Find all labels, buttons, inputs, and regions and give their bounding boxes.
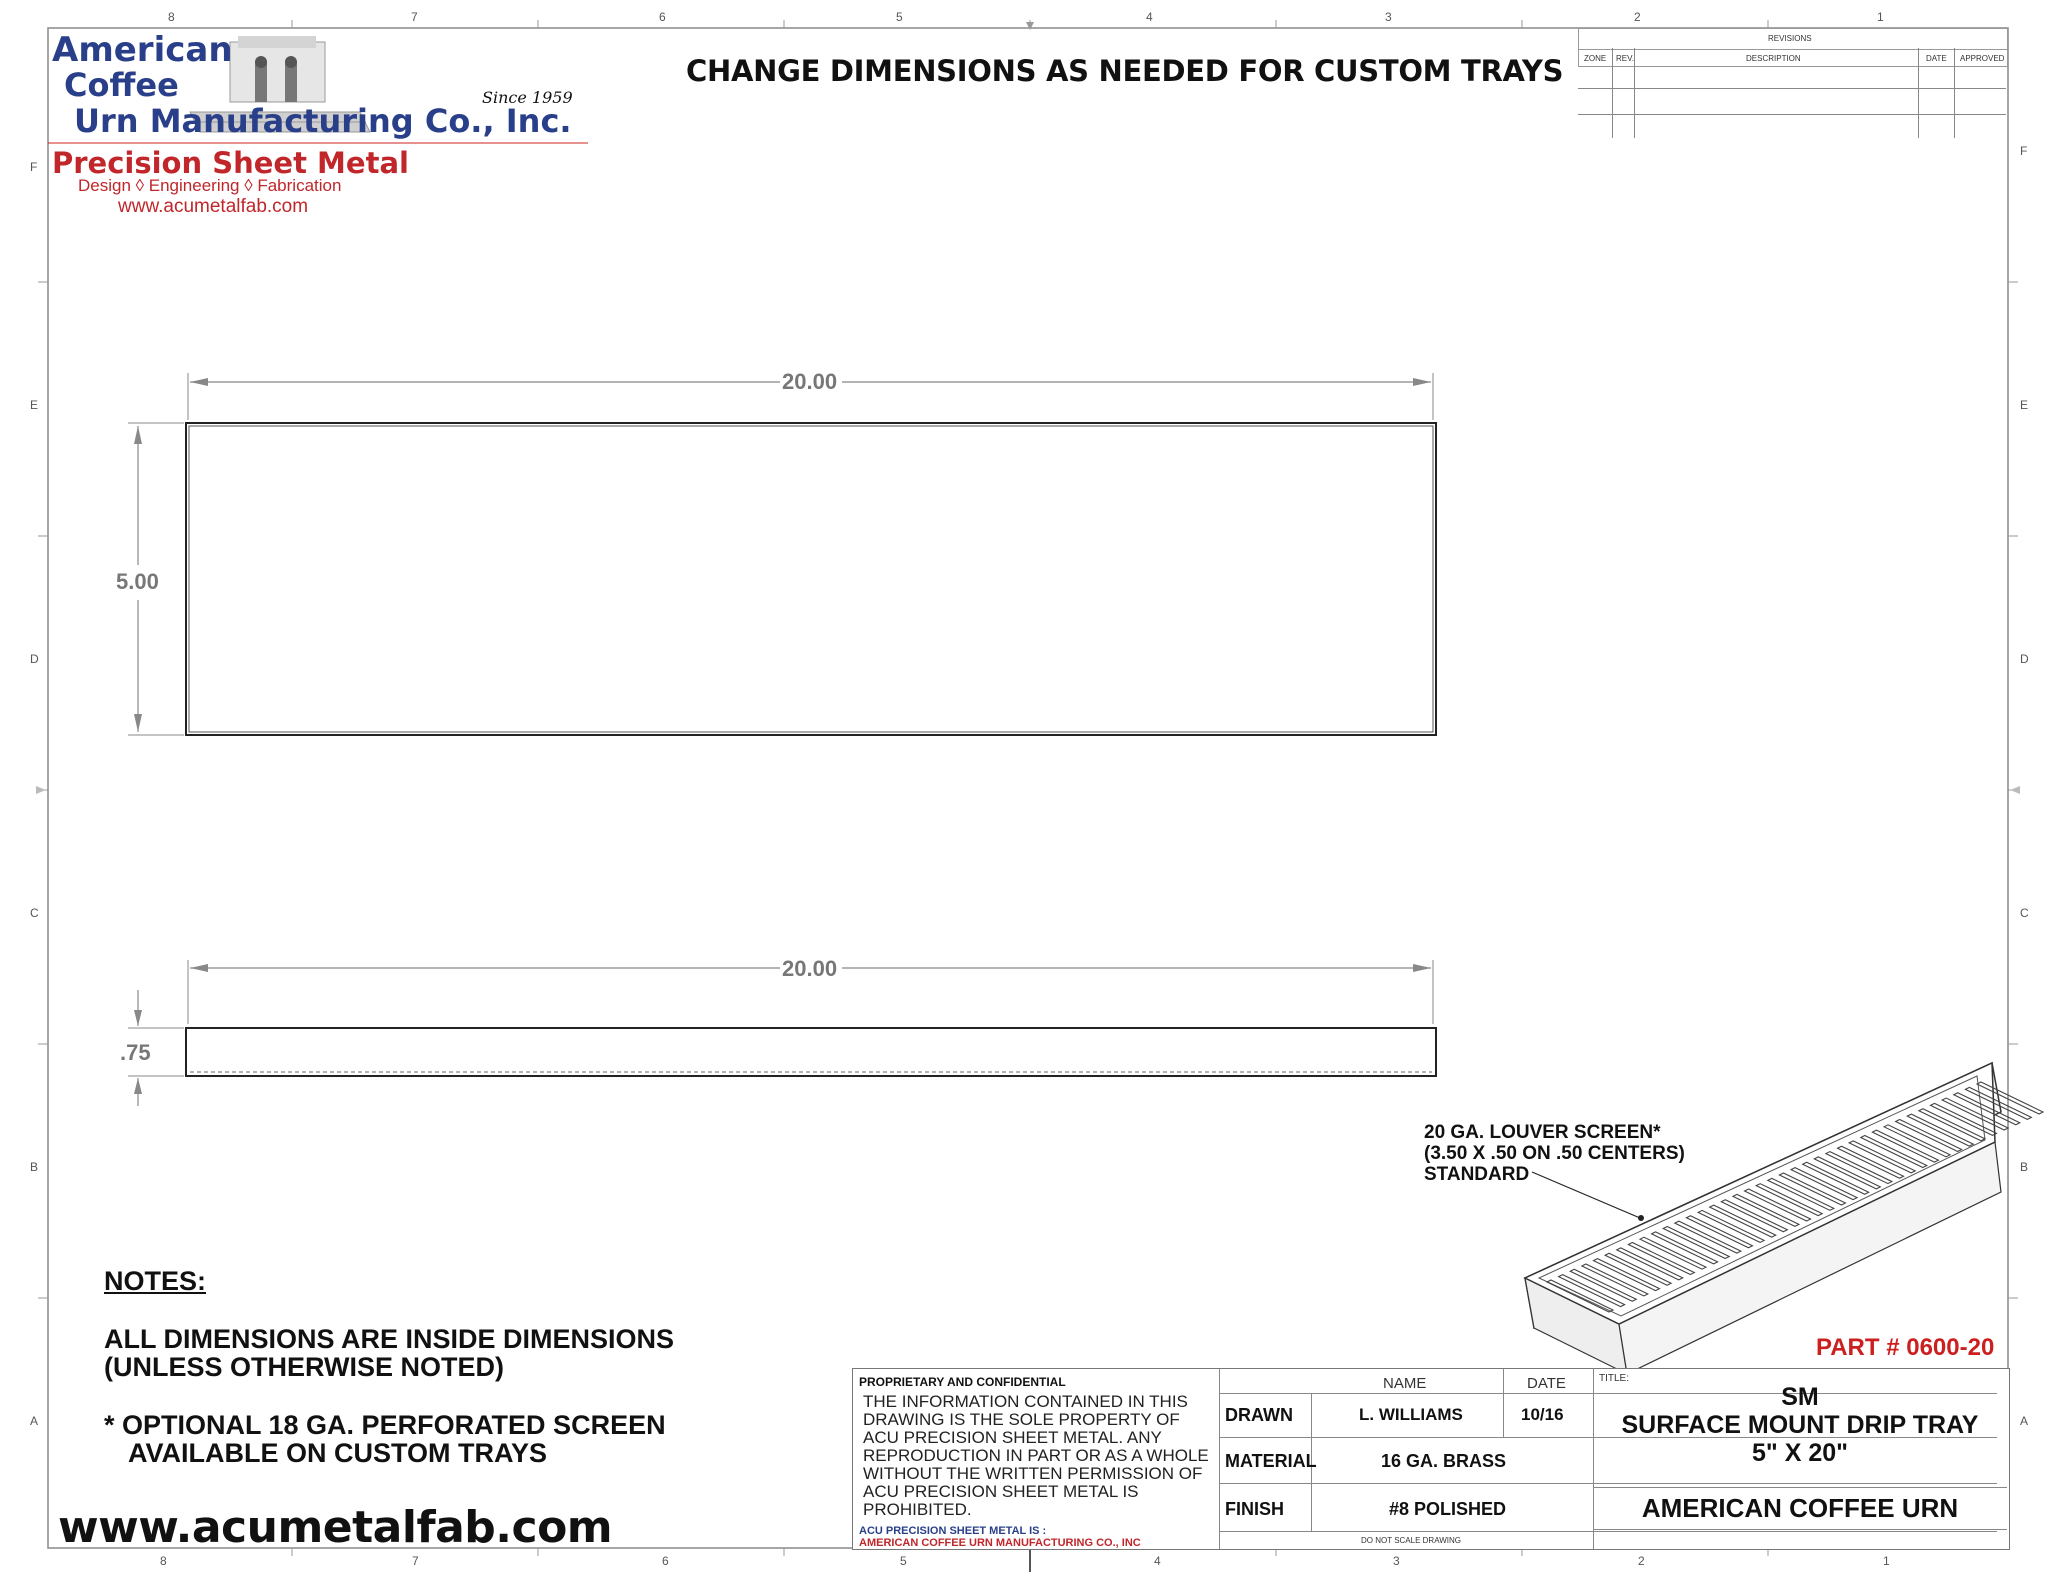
louver-callout [1424,1122,1685,1185]
zone-top-8: 8 [168,10,175,24]
zone-bottom-4: 4 [1154,1554,1161,1568]
callout-line-2: (3.50 X .50 ON .50 CENTERS) [1424,1143,1685,1164]
material-label: MATERIAL [1225,1451,1317,1471]
revisions-col-date: DATE [1926,54,1947,63]
finish-value: #8 POLISHED [1389,1499,1507,1519]
company-name: AMERICAN COFFEE URN [1641,1493,1959,1523]
logo-services: Design ◊ Engineering ◊ Fabrication [78,176,342,195]
zone-left-d: D [30,652,39,666]
zone-top-1: 1 [1877,10,1884,24]
revisions-table [1578,28,2008,138]
zone-top-6: 6 [659,10,666,24]
revisions-col-description: DESCRIPTION [1746,54,1801,63]
zone-right-d: D [2020,652,2029,666]
drawing-title-size: 5" X 20" [1752,1439,1848,1467]
drawn-label: DRAWN [1225,1405,1293,1425]
revisions-col-approved: APPROVED [1960,54,2005,63]
part-number: PART # 0600-20 [1816,1334,1995,1361]
proprietary-text: THE INFORMATION CONTAINED IN THIS DRAWING IS THE SOLE PROPERTY OF ACU PRECISION SHEET METAL. ANY REPRODUCTION IN PART OR AS A WHOLE WITHOUT THE WRITTEN PERMISSION OF ACU PRECISION SHEET METAL IS PROHIBITED. [863,1392,1209,1519]
date-column-header: DATE [1527,1375,1566,1392]
revisions-col-rev: REV. [1616,54,1634,63]
zone-bottom-2: 2 [1638,1554,1645,1568]
logo-line-urn: Urn Manufacturing Co., Inc. [74,102,572,140]
drawing-header-title: CHANGE DIMENSIONS AS NEEDED FOR CUSTOM TRAYS [686,54,1564,88]
acu-statement-1: ACU PRECISION SHEET METAL IS : [859,1525,1047,1537]
zone-bottom-5: 5 [900,1554,907,1568]
website-link[interactable]: www.acumetalfab.com [58,1502,613,1553]
logo-url[interactable]: www.acumetalfab.com [118,196,309,217]
finish-label: FINISH [1225,1499,1285,1519]
notes-heading: NOTES: [104,1266,207,1296]
side-view-outline [186,1028,1436,1076]
drawn-name: L. WILLIAMS [1359,1405,1463,1424]
side-view-height-dim: .75 [120,1040,151,1065]
acu-statement-2: AMERICAN COFFEE URN MANUFACTURING CO., INC [859,1537,1141,1549]
drawing-title-name: SURFACE MOUNT DRIP TRAY [1621,1411,1979,1439]
proprietary-heading: PROPRIETARY AND CONFIDENTIAL [859,1375,1066,1389]
zone-right-a: A [2020,1414,2029,1428]
revisions-col-zone: ZONE [1584,54,1607,63]
zone-bottom-6: 6 [662,1554,669,1568]
zone-left-b: B [30,1160,39,1174]
zone-bottom-8: 8 [160,1554,167,1568]
callout-line-1: 20 GA. LOUVER SCREEN* [1424,1122,1661,1143]
title-label: TITLE: [1599,1373,1630,1384]
drawn-date: 10/16 [1521,1405,1564,1424]
zone-left-f: F [30,160,38,174]
company-logo [52,30,592,230]
zone-top-4: 4 [1146,10,1153,24]
notes-line-2: (UNLESS OTHERWISE NOTED) [104,1352,505,1382]
zone-bottom-3: 3 [1393,1554,1400,1568]
zone-bottom-1: 1 [1883,1554,1890,1568]
zone-top-7: 7 [411,10,418,24]
center-mark-top [1026,22,1034,30]
logo-tagline: Precision Sheet Metal [52,146,409,180]
notes-line-4: AVAILABLE ON CUSTOM TRAYS [128,1438,548,1468]
zone-left-c: C [30,906,39,920]
top-view-outline [186,423,1436,735]
zone-right-e: E [2020,398,2029,412]
zone-right-c: C [2020,906,2029,920]
zone-bottom-7: 7 [412,1554,419,1568]
zone-left-e: E [30,398,39,412]
revisions-title: REVISIONS [1768,34,1812,43]
title-block [852,1368,2010,1550]
zone-top-5: 5 [896,10,903,24]
zone-top-2: 2 [1634,10,1641,24]
callout-line-3: STANDARD [1424,1164,1530,1185]
logo-line-coffee: Coffee [64,66,179,104]
zone-top-3: 3 [1385,10,1392,24]
logo-line-american: American [52,30,233,70]
do-not-scale-note: DO NOT SCALE DRAWING [1361,1536,1462,1545]
center-mark-right [2010,786,2020,794]
name-column-header: NAME [1383,1375,1427,1392]
zone-right-b: B [2020,1160,2029,1174]
side-view-width-dim: 20.00 [782,956,838,981]
notes-line-1: ALL DIMENSIONS ARE INSIDE DIMENSIONS [104,1324,675,1354]
top-view-width-dim: 20.00 [782,369,838,394]
notes-line-3: * OPTIONAL 18 GA. PERFORATED SCREEN [104,1410,666,1440]
logo-since: Since 1959 [482,88,573,107]
center-mark-left [36,786,46,794]
material-value: 16 GA. BRASS [1381,1451,1507,1471]
notes-section [104,1266,206,1297]
drawing-title-code: SM [1781,1383,1819,1411]
zone-right-f: F [2020,144,2028,158]
zone-left-a: A [30,1414,39,1428]
top-view-height-dim: 5.00 [116,569,159,594]
isometric-tray [1525,1063,2043,1374]
